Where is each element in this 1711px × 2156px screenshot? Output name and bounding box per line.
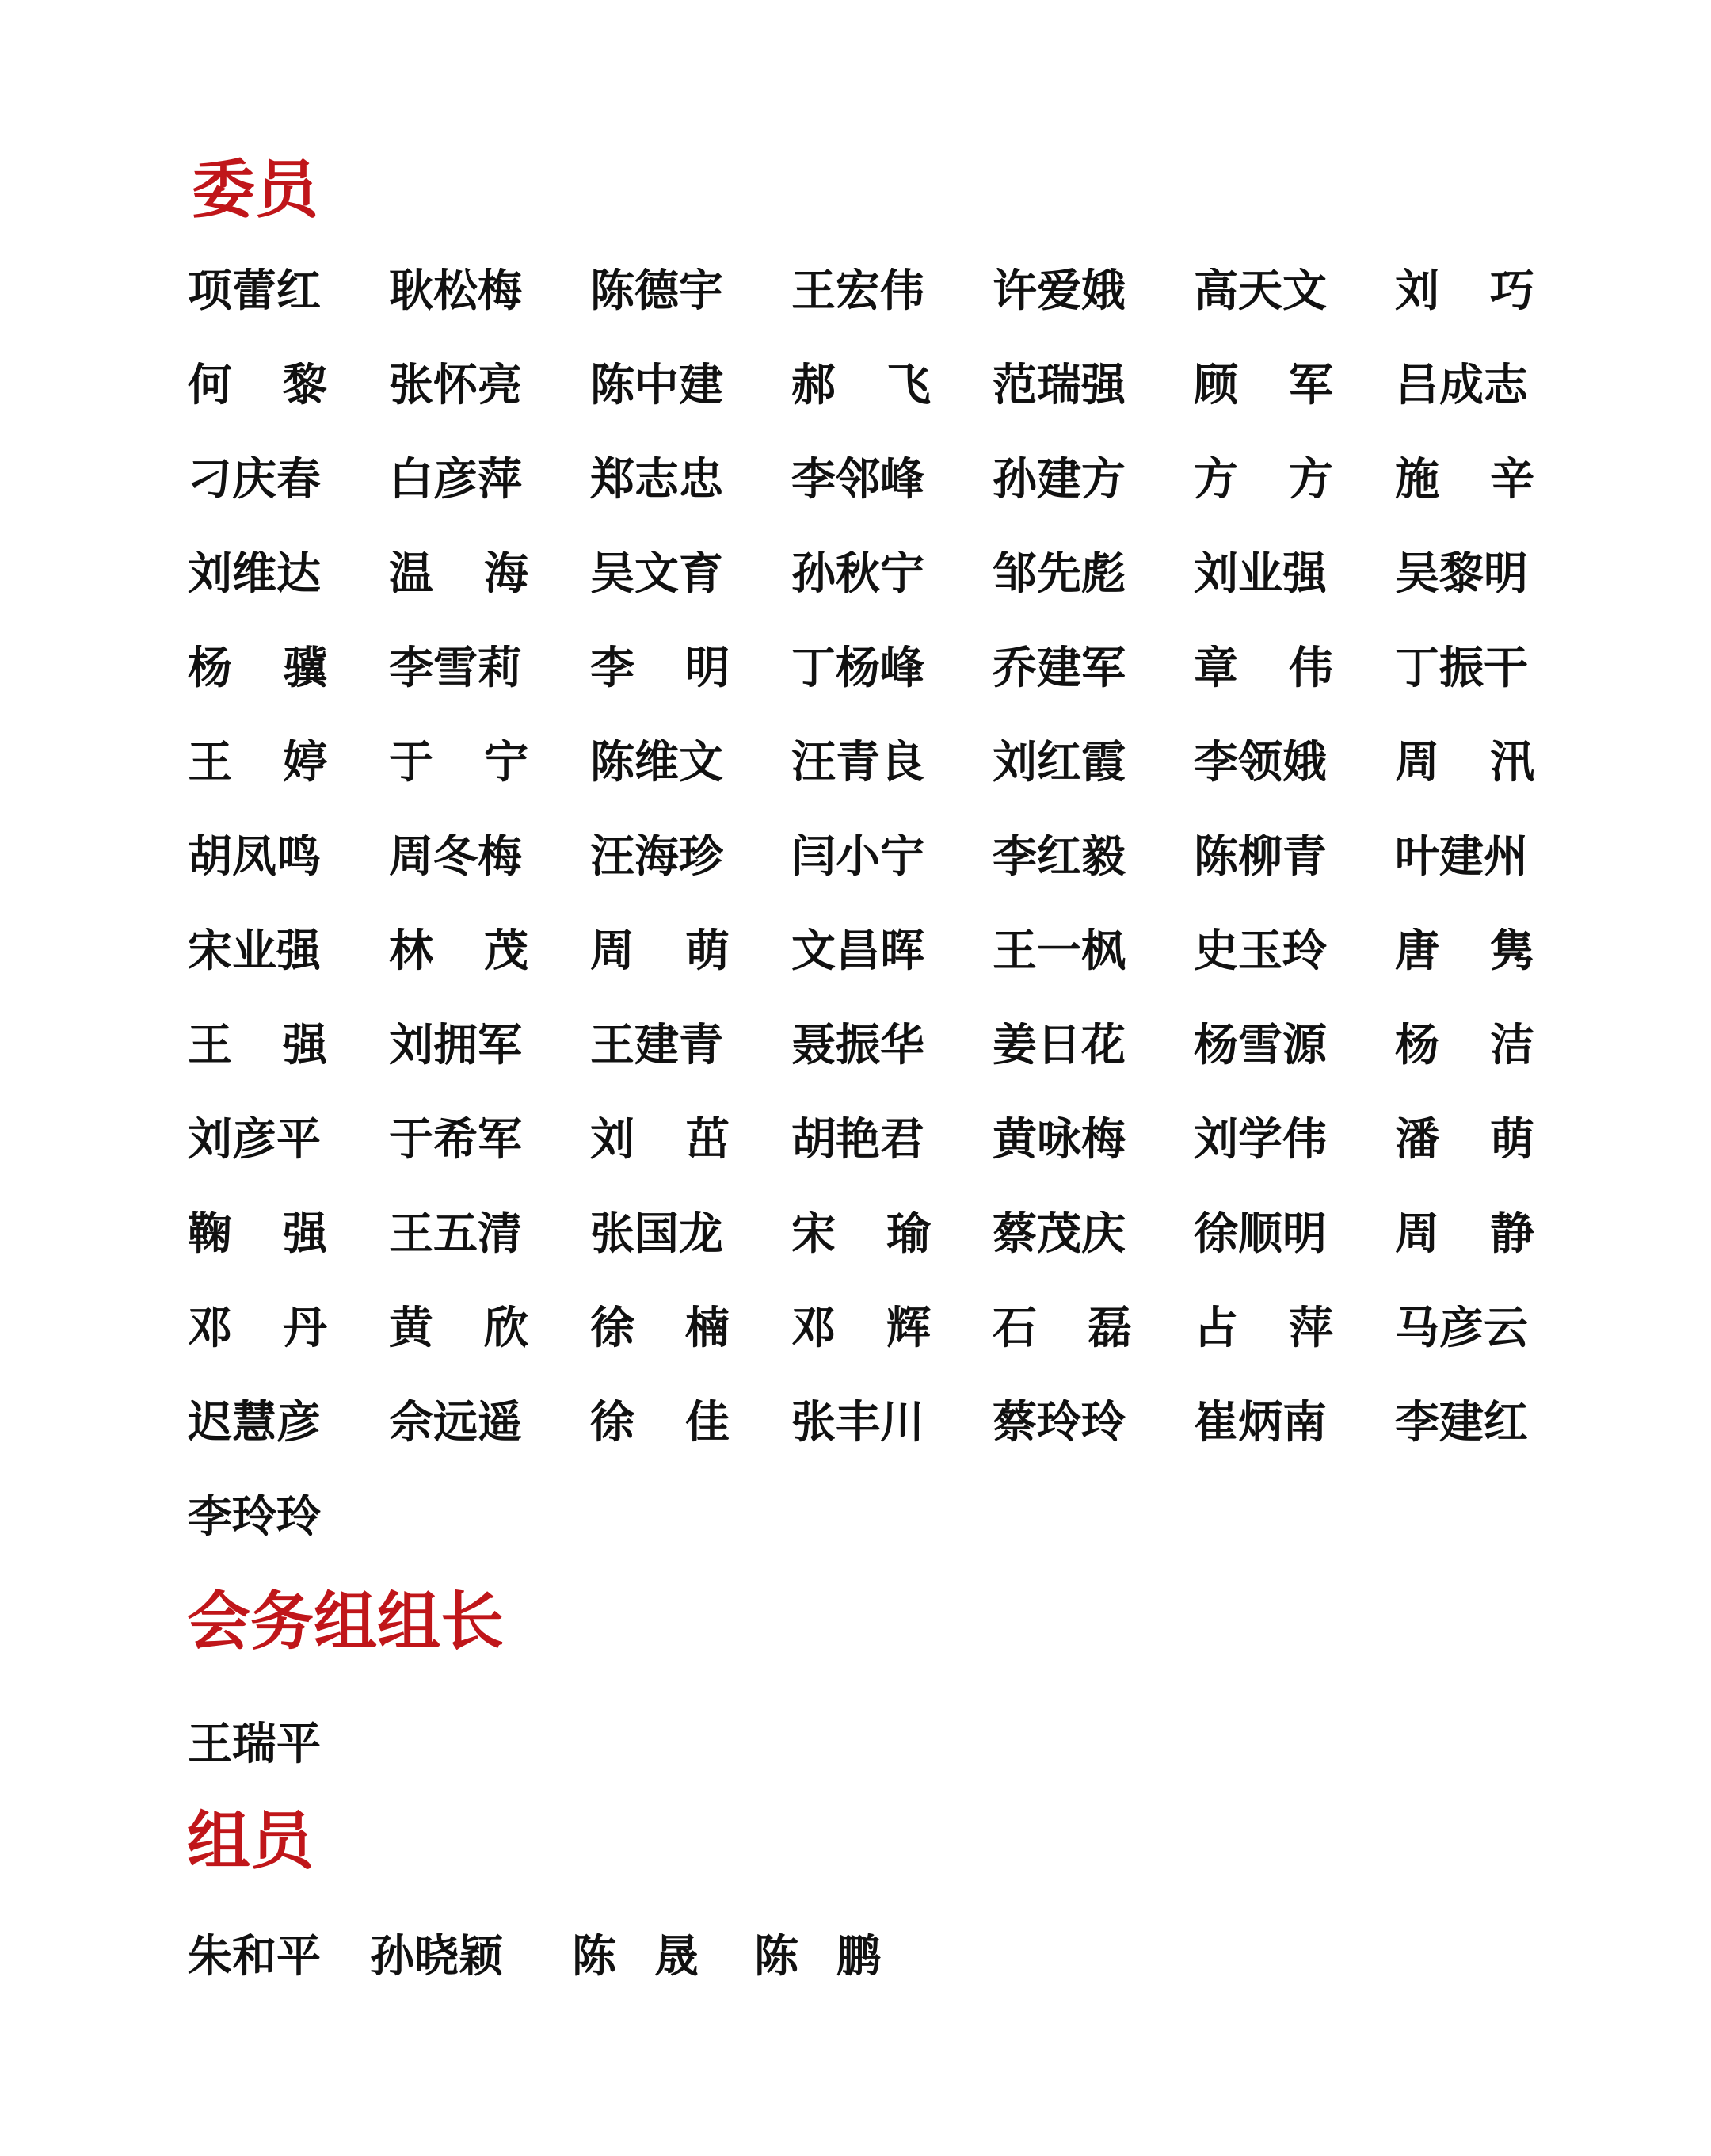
committee-member-name: 王建青 <box>590 1022 723 1070</box>
committee-member-name: 徐 佳 <box>590 1399 730 1447</box>
committee-member-name: 崔炳南 <box>1194 1399 1327 1447</box>
committee-member-name: 项蕾红 <box>188 268 321 315</box>
committee-member-name: 许爱娥 <box>993 268 1126 315</box>
committee-member-name: 蔡玲玲 <box>993 1399 1126 1447</box>
committee-member-name: 李邻峰 <box>791 456 924 504</box>
committee-member-name: 张国龙 <box>590 1211 723 1258</box>
committee-member-name: 杨 洁 <box>1395 1022 1534 1070</box>
affairs-member-name: 陈 晟 <box>572 1933 699 1981</box>
affairs-members-heading: 组员 <box>187 1804 314 1878</box>
committee-member-name: 陈德宇 <box>590 268 723 315</box>
committee-member-name: 宋 瑜 <box>791 1211 931 1258</box>
committee-member-name: 于希军 <box>389 1116 522 1164</box>
committee-member-name: 王 婷 <box>188 739 327 787</box>
committee-member-name: 宋业强 <box>188 928 321 975</box>
committee-member-name: 文昌晖 <box>791 928 924 975</box>
committee-member-name: 白彦萍 <box>389 456 522 504</box>
committee-member-name: 何 黎 <box>188 362 327 410</box>
committee-member-name: 刘学伟 <box>1194 1116 1327 1164</box>
committee-member-name: 李 明 <box>590 645 730 693</box>
committee-member-name: 陈中建 <box>590 362 723 410</box>
committee-member-name: 于 宁 <box>389 739 528 787</box>
committee-member-name: 鞠 强 <box>188 1211 327 1258</box>
committee-member-name: 李红毅 <box>993 834 1126 881</box>
committee-member-name: 石 磊 <box>993 1305 1132 1353</box>
committee-member-name: 王一枫 <box>993 928 1126 975</box>
committee-member-name: 杨 骥 <box>188 645 327 693</box>
committee-member-name: 吴黎明 <box>1395 551 1528 598</box>
committee-member-name: 刘 巧 <box>1395 268 1534 315</box>
affairs-member-name: 陈 鹏 <box>754 1933 881 1981</box>
committee-member-name: 王五清 <box>389 1211 522 1258</box>
committee-member-name: 潘 萌 <box>1395 1116 1534 1164</box>
committee-member-name: 徐 楠 <box>590 1305 730 1353</box>
committee-member-name: 刘 茁 <box>590 1116 730 1164</box>
committee-member-name: 张怀亮 <box>389 362 522 410</box>
committee-member-name: 王 强 <box>188 1022 327 1070</box>
committee-member-name: 黄 欣 <box>389 1305 528 1353</box>
committee-member-name: 吴文育 <box>590 551 723 598</box>
committee-member-name: 杨雪源 <box>1194 1022 1327 1070</box>
committee-member-name: 王宏伟 <box>791 268 924 315</box>
committee-member-name: 丁杨峰 <box>791 645 924 693</box>
committee-member-name: 刁庆春 <box>188 456 321 504</box>
committee-member-name: 乔建军 <box>993 645 1126 693</box>
committee-member-name: 耿松梅 <box>389 268 522 315</box>
committee-member-name: 丁振干 <box>1395 645 1528 693</box>
committee-member-name: 张丰川 <box>791 1399 924 1447</box>
committee-member-name: 蔡茂庆 <box>993 1211 1126 1258</box>
committee-member-name: 占 萍 <box>1194 1305 1333 1353</box>
affairs-leader-name: 王瑞平 <box>188 1721 321 1769</box>
affairs-member-name: 朱和平 <box>188 1933 321 1981</box>
committee-member-name: 佘远遥 <box>389 1399 522 1447</box>
committee-member-name: 李领娥 <box>1194 739 1327 787</box>
committee-member-name: 顾 军 <box>1194 362 1333 410</box>
affairs-leader-heading: 会务组组长 <box>187 1585 504 1658</box>
committee-member-name: 黄咏梅 <box>993 1116 1126 1164</box>
committee-member-name: 汪海珍 <box>590 834 723 881</box>
committee-member-name: 刘彦平 <box>188 1116 321 1164</box>
committee-member-name: 刘维达 <box>188 551 321 598</box>
committee-member-name: 胡艳君 <box>791 1116 924 1164</box>
committee-member-name: 周 汛 <box>1395 739 1534 787</box>
committee-member-name: 吕成志 <box>1395 362 1528 410</box>
committee-member-name: 史玉玲 <box>1194 928 1327 975</box>
committee-member-name: 孙建方 <box>993 456 1126 504</box>
committee-member-name: 胡凤鸣 <box>188 834 321 881</box>
committee-member-name: 闫小宁 <box>791 834 924 881</box>
committee-member-name: 迟慧彦 <box>188 1399 321 1447</box>
committee-member-name: 范瑞强 <box>993 362 1126 410</box>
committee-member-name: 唐 隽 <box>1395 928 1534 975</box>
committee-member-name: 林 茂 <box>389 928 528 975</box>
committee-member-name: 邓 辉 <box>791 1305 931 1353</box>
committee-member-name: 章 伟 <box>1194 645 1333 693</box>
committee-member-name: 周冬梅 <box>389 834 522 881</box>
committee-member-name: 姜日花 <box>993 1022 1126 1070</box>
committee-member-name: 徐顺明 <box>1194 1211 1327 1258</box>
committee-member-name: 刘拥军 <box>389 1022 522 1070</box>
committee-member-name: 李玲玲 <box>188 1494 321 1541</box>
committee-heading: 委员 <box>192 153 318 227</box>
committee-member-name: 邓 丹 <box>188 1305 327 1353</box>
committee-member-name: 温 海 <box>389 551 528 598</box>
committee-member-name: 汪青良 <box>791 739 924 787</box>
committee-member-name: 刘业强 <box>1194 551 1327 598</box>
affairs-member-name: 孙晓颖 <box>370 1933 503 1981</box>
committee-member-name: 高天文 <box>1194 268 1327 315</box>
committee-member-name: 郑志忠 <box>590 456 723 504</box>
committee-member-name: 聂振华 <box>791 1022 924 1070</box>
committee-member-name: 刘红霞 <box>993 739 1126 787</box>
committee-member-name: 马彦云 <box>1395 1305 1528 1353</box>
committee-member-name: 施 辛 <box>1395 456 1534 504</box>
committee-member-name: 陈柳青 <box>1194 834 1327 881</box>
committee-member-name: 郝 飞 <box>791 362 931 410</box>
committee-member-name: 叶建州 <box>1395 834 1528 881</box>
committee-member-name: 李雪莉 <box>389 645 522 693</box>
committee-member-name: 周 萌 <box>590 928 730 975</box>
committee-member-name: 李建红 <box>1395 1399 1528 1447</box>
committee-member-name: 陈维文 <box>590 739 723 787</box>
committee-member-name: 邹先彪 <box>993 551 1126 598</box>
committee-member-name: 周 静 <box>1395 1211 1534 1258</box>
committee-member-name: 孙秋宁 <box>791 551 924 598</box>
committee-member-name: 方 方 <box>1194 456 1333 504</box>
